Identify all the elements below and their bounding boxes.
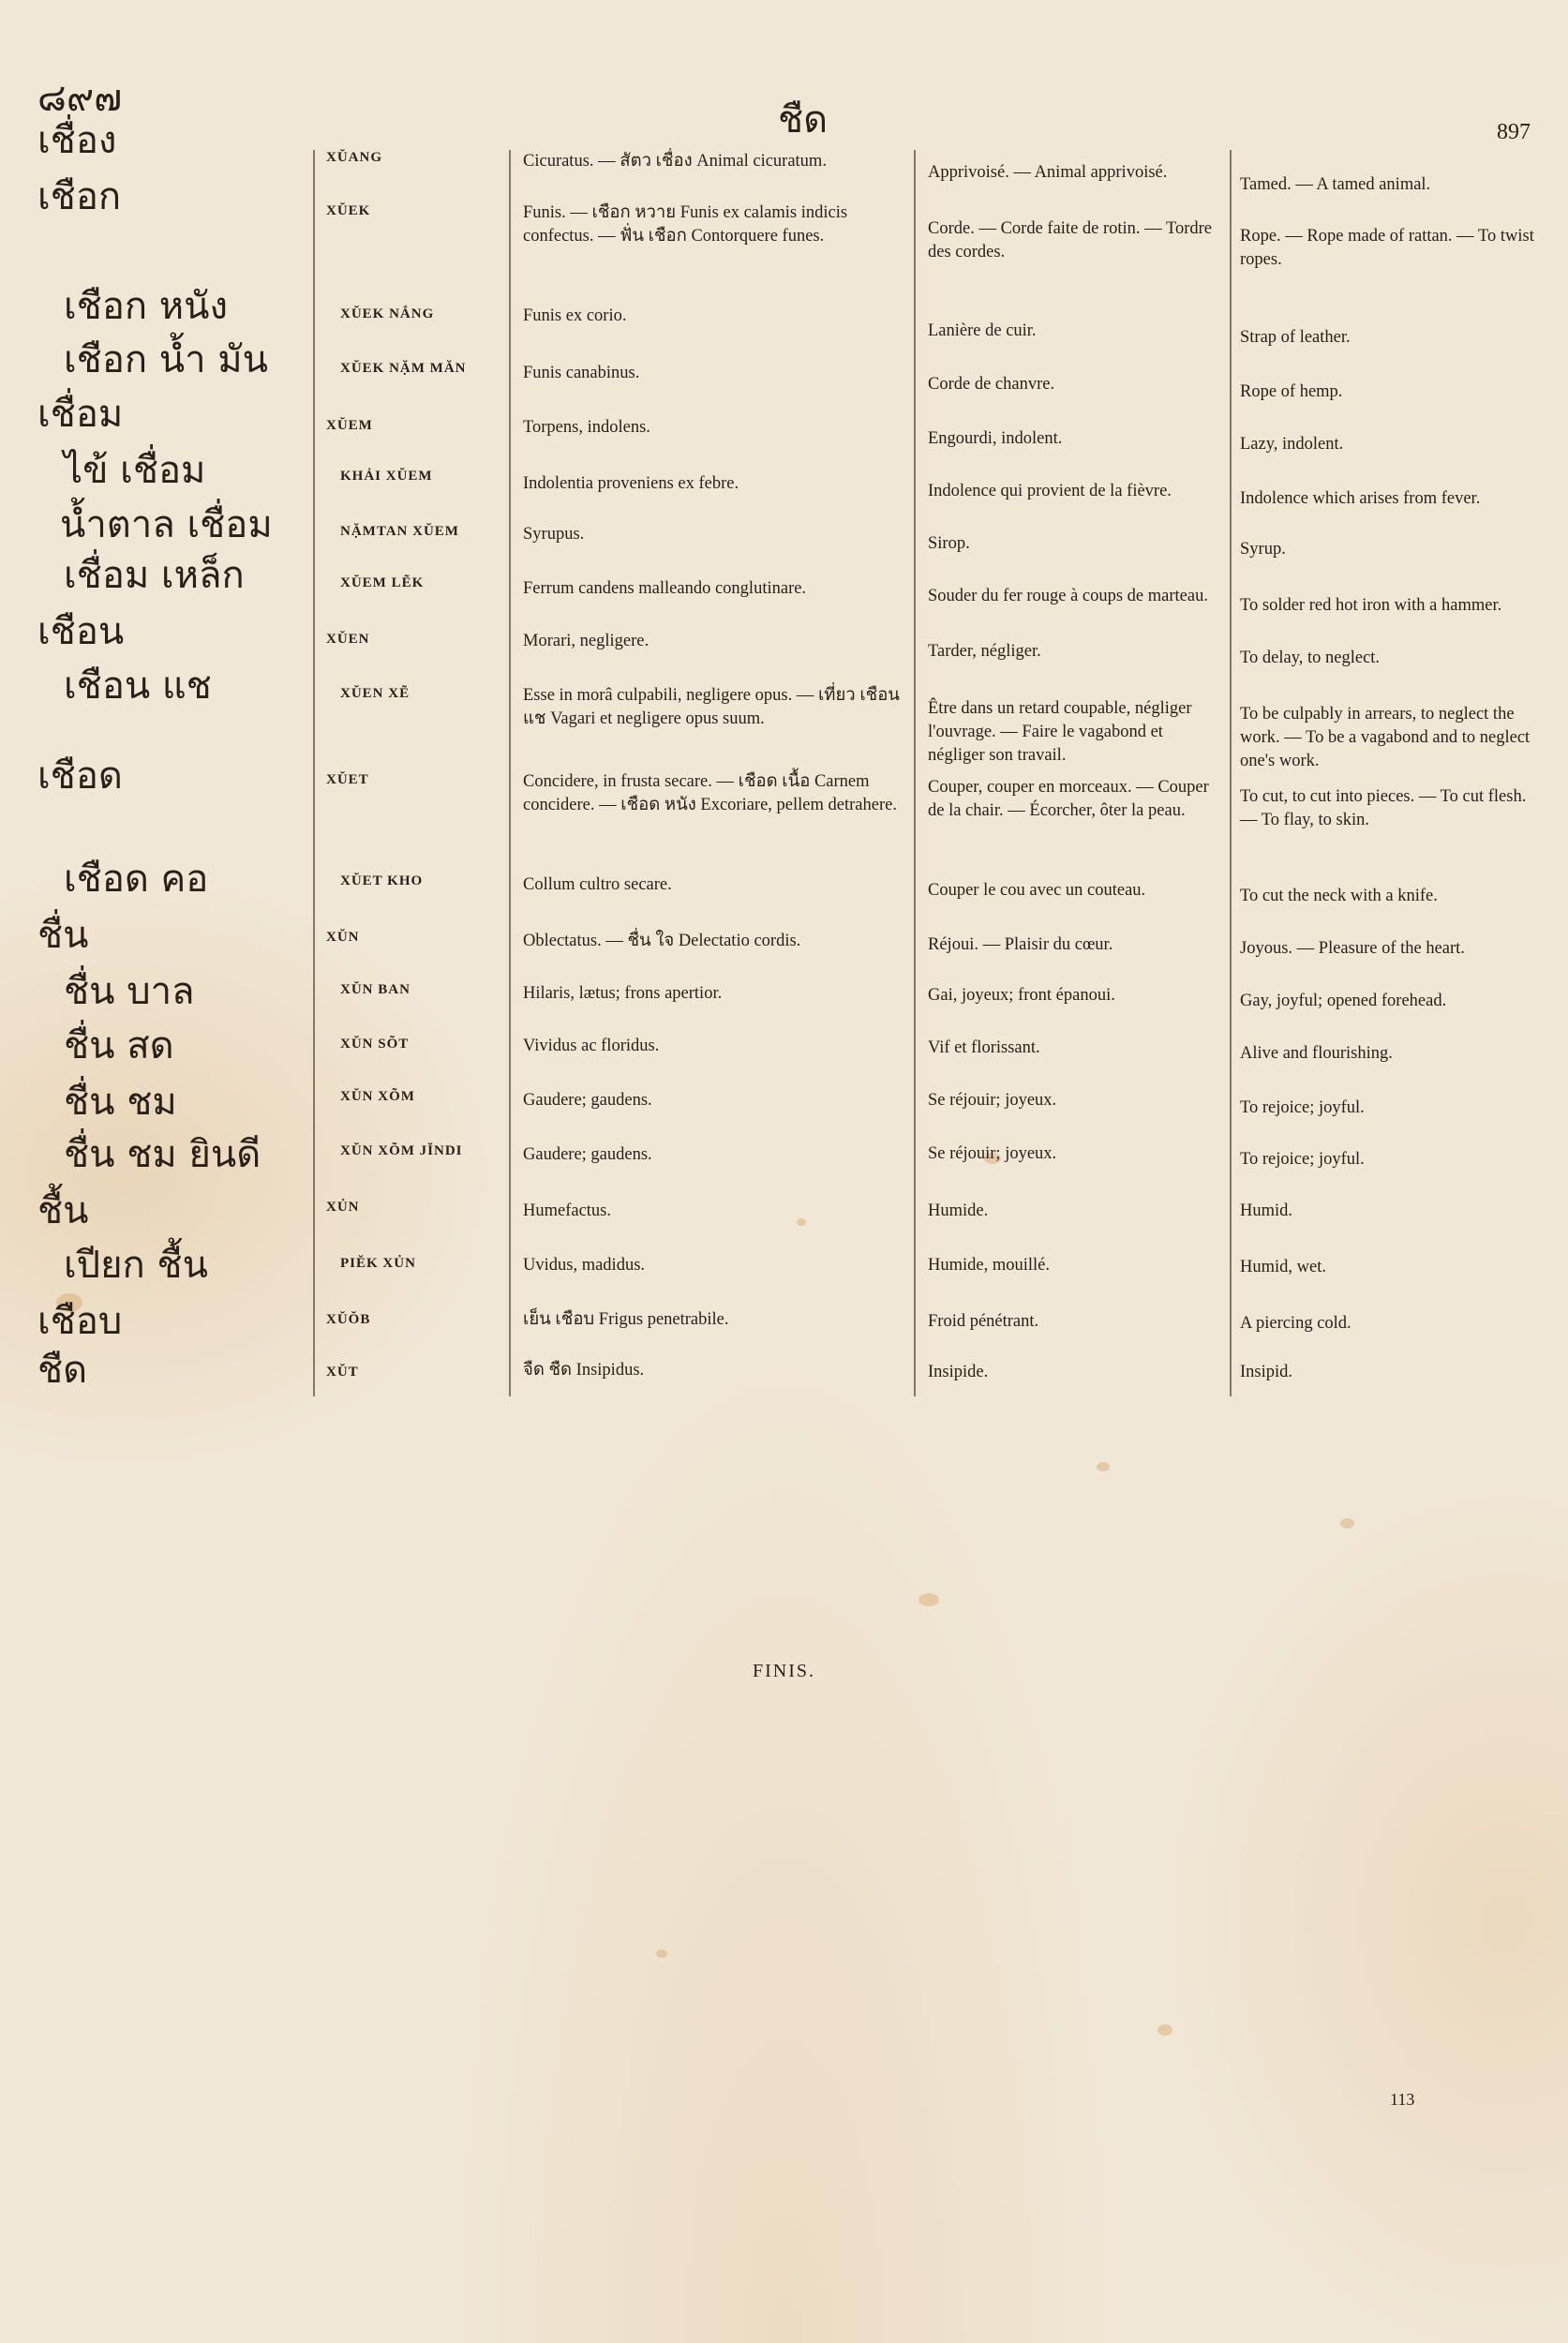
french-definition: Lanière de cuir. [928, 321, 1037, 340]
thai-headword: เชือน [37, 610, 125, 653]
french-definition: Froid pénétrant. [928, 1312, 1039, 1331]
thai-headword: เชื่อม เหล็ก [64, 554, 245, 597]
french-definition: Insipide. [928, 1363, 989, 1381]
thai-headword: ชื่น [37, 914, 89, 957]
thai-headword: เชื่อง [37, 119, 117, 162]
romanization: XŬEM [326, 418, 373, 433]
thai-headword: เชือก น้ำ มัน [64, 338, 269, 381]
french-definition: Se réjouir; joyeux. [928, 1144, 1057, 1163]
romanization: XŬET KHO [340, 873, 424, 888]
romanization: XŬN XÕM [340, 1089, 415, 1104]
romanization: XŬEK [326, 203, 371, 218]
romanization: XŬEK NẶM MĂN [340, 361, 467, 376]
latin-definition: Syrupus. [523, 525, 585, 544]
english-definition: A piercing cold. [1240, 1314, 1351, 1333]
foxing-spot [656, 1949, 667, 1958]
foxing-spot [1340, 1518, 1354, 1529]
romanization: XŬT [326, 1365, 359, 1380]
thai-headword: ชื่น บาล [64, 970, 195, 1013]
page-headword: ชืด [778, 98, 829, 142]
thai-headword: น้ำตาล เชื่อม [60, 503, 273, 546]
french-definition: Couper le cou avec un couteau. [928, 881, 1146, 900]
french-definition: Indolence qui provient de la fièvre. [928, 482, 1172, 500]
latin-definition: Vividus ac floridus. [523, 1037, 660, 1055]
english-definition: To solder red hot iron with a hammer. [1240, 596, 1502, 615]
english-definition: Joyous. — Pleasure of the heart. [1240, 939, 1465, 958]
thai-headword: เชื่อม [37, 393, 124, 436]
french-definition: Apprivoisé. — Animal apprivoisé. [928, 163, 1168, 182]
french-definition: Engourdi, indolent. [928, 429, 1063, 448]
french-definition: Sirop. [928, 534, 970, 553]
french-definition: Humide. [928, 1201, 989, 1220]
french-definition: Réjoui. — Plaisir du cœur. [928, 935, 1113, 954]
english-definition: Rope. — Rope made of rattan. — To twist ropes. [1240, 227, 1534, 269]
english-definition: Rope of hemp. [1240, 382, 1343, 401]
english-definition: Alive and flourishing. [1240, 1044, 1393, 1063]
latin-definition: Humefactus. [523, 1201, 612, 1220]
french-definition: Se réjouir; joyeux. [928, 1091, 1057, 1110]
french-definition: Corde. — Corde faite de rotin. — Tordre des cordes. [928, 219, 1213, 261]
romanization: XŬEM LẼK [340, 575, 425, 590]
latin-definition: Funis ex corio. [523, 306, 627, 325]
column-divider [313, 150, 315, 1396]
thai-headword: เปียก ชื้น [64, 1244, 208, 1287]
thai-headword: เชือด คอ [64, 858, 209, 901]
thai-page-number: ๘๙๗ [37, 77, 123, 120]
thai-headword: เชือน แช [64, 664, 212, 708]
thai-headword: ชื้น [37, 1189, 89, 1232]
french-definition: Être dans un retard coupable, négliger l'ouvrage. — Faire le vagabond et négliger son travail. [928, 699, 1192, 765]
french-definition: Corde de chanvre. [928, 375, 1055, 394]
romanization: XŬN SÕT [340, 1037, 410, 1052]
latin-definition: Morari, negligere. [523, 632, 650, 650]
latin-definition: Torpens, indolens. [523, 418, 650, 437]
latin-definition: Cicuratus. — สัตว เชื่อง Animal cicuratum. [523, 152, 827, 171]
thai-headword: ชืด [37, 1349, 88, 1392]
french-definition: Humide, mouillé. [928, 1256, 1050, 1275]
page-number: 897 [1497, 120, 1531, 144]
english-definition: Tamed. — A tamed animal. [1240, 175, 1431, 194]
foxing-spot [1097, 1462, 1110, 1471]
english-definition: To delay, to neglect. [1240, 649, 1381, 667]
thai-headword: เชือก [37, 175, 122, 218]
english-definition: Insipid. [1240, 1363, 1293, 1381]
english-definition: Syrup. [1240, 540, 1286, 559]
english-definition: Gay, joyful; opened forehead. [1240, 992, 1447, 1010]
french-definition: Tarder, négliger. [928, 642, 1041, 661]
romanization: XỦN [326, 1200, 360, 1215]
latin-definition: เย็น เชือบ Frigus penetrabile. [523, 1310, 729, 1329]
english-definition: Lazy, indolent. [1240, 435, 1344, 454]
french-definition: Couper, couper en morceaux. — Couper de la chair. — Écorcher, ôter la peau. [928, 778, 1209, 820]
thai-headword: ไข้ เชื่อม [64, 449, 206, 492]
latin-definition: Oblectatus. — ชื่น ใจ Delectatio cordis. [523, 932, 801, 950]
latin-definition: Indolentia proveniens ex febre. [523, 474, 739, 493]
latin-definition: จืด ชืด Insipidus. [523, 1361, 645, 1380]
romanization: XŬANG [326, 150, 382, 165]
column-divider [1230, 150, 1232, 1396]
sheet-number: 113 [1390, 2090, 1415, 2109]
romanization: XŬN XÕM JĬNDI [340, 1143, 463, 1158]
latin-definition: Collum cultro secare. [523, 875, 672, 894]
thai-headword: ชื่น ชม ยินดี [64, 1133, 261, 1176]
foxing-spot [1157, 2024, 1172, 2036]
thai-headword: เชือด [37, 754, 123, 798]
latin-definition: Concidere, in frusta secare. — เชือด เนื้อ Carnem concidere. — เชือด หนัง Excoriare, pellem detrahere. [523, 772, 897, 814]
romanization: XŬEN XẼ [340, 686, 411, 701]
romanization: XŬN [326, 930, 360, 945]
latin-definition: Funis. — เชือก หวาย Funis ex calamis indicis confectus. — ฟั่น เชือก Contorquere funes. [523, 203, 848, 246]
romanization: PIĔK XỦN [340, 1256, 416, 1271]
thai-headword: ชื่น สด [64, 1024, 174, 1067]
english-definition: To cut the neck with a knife. [1240, 887, 1438, 905]
finis-label: FINIS. [752, 1661, 815, 1681]
french-definition: Vif et florissant. [928, 1038, 1040, 1057]
latin-definition: Hilaris, lætus; frons apertior. [523, 984, 723, 1003]
romanization: XŬEN [326, 632, 370, 647]
romanization: XŬET [326, 772, 369, 787]
column-divider [914, 150, 916, 1396]
romanization: NẶMTAN XŬEM [340, 524, 459, 539]
english-definition: Indolence which arises from fever. [1240, 489, 1481, 508]
latin-definition: Esse in morâ culpabili, negligere opus. — เที่ยว เชือน แช Vagari et negligere opus suum. [523, 686, 900, 728]
column-divider [509, 150, 511, 1396]
thai-headword: ชื่น ชม [64, 1081, 177, 1124]
english-definition: Strap of leather. [1240, 328, 1351, 347]
english-definition: To rejoice; joyful. [1240, 1098, 1365, 1117]
romanization: XŬEK NẮNG [340, 306, 435, 321]
thai-headword: เชือบ [37, 1300, 123, 1343]
foxing-spot [918, 1593, 939, 1606]
english-definition: To be culpably in arrears, to neglect the work. — To be a vagabond and to neglect one's work. [1240, 705, 1531, 770]
latin-definition: Ferrum candens malleando conglutinare. [523, 579, 807, 598]
thai-headword: เชือก หนัง [64, 285, 229, 328]
romanization: XŬŎB [326, 1312, 371, 1327]
english-definition: Humid. [1240, 1201, 1293, 1220]
romanization: KHẢI XŬEM [340, 469, 433, 484]
english-definition: To rejoice; joyful. [1240, 1150, 1365, 1169]
latin-definition: Funis canabinus. [523, 364, 640, 382]
french-definition: Souder du fer rouge à coups de marteau. [928, 587, 1208, 605]
latin-definition: Gaudere; gaudens. [523, 1091, 652, 1110]
english-definition: To cut, to cut into pieces. — To cut flesh. — To flay, to skin. [1240, 787, 1527, 829]
latin-definition: Gaudere; gaudens. [523, 1145, 652, 1164]
english-definition: Humid, wet. [1240, 1258, 1326, 1276]
romanization: XŬN BAN [340, 982, 411, 997]
french-definition: Gai, joyeux; front épanoui. [928, 986, 1115, 1005]
latin-definition: Uvidus, madidus. [523, 1256, 646, 1275]
